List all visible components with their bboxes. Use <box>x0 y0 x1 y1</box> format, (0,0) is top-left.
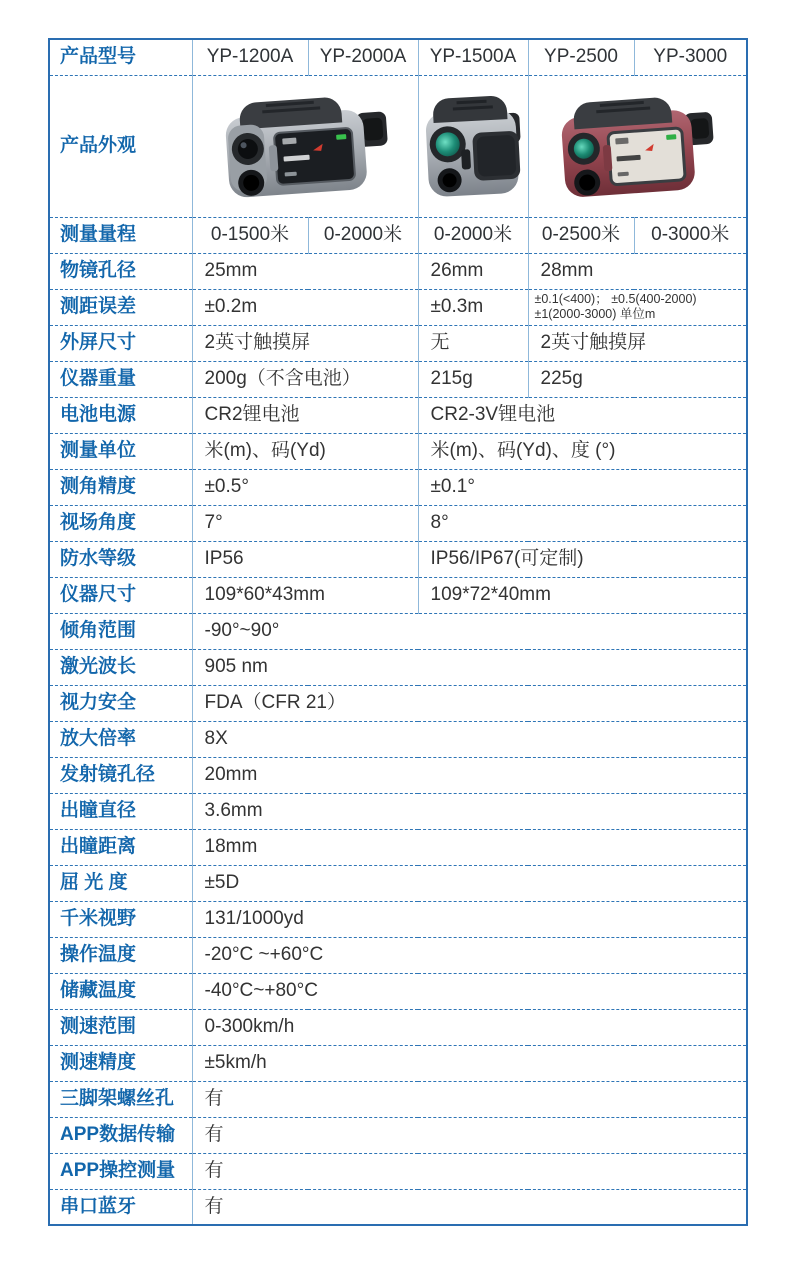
table-row <box>49 469 747 505</box>
table-row <box>49 685 747 721</box>
row-label: APP操控测量 <box>49 1153 192 1189</box>
rangefinder-red-screen-image <box>555 85 719 207</box>
row-label: 电池电源 <box>49 397 192 433</box>
table-row <box>49 253 747 289</box>
row-label: 测量单位 <box>49 433 192 469</box>
spec-value: -20°C ~+60°C <box>192 937 747 973</box>
row-label: 防水等级 <box>49 541 192 577</box>
spec-value: 0-1500米 <box>192 217 308 253</box>
table-row <box>49 829 747 865</box>
table-row <box>49 217 747 253</box>
row-label: 测速精度 <box>49 1045 192 1081</box>
spec-value: 20mm <box>192 757 747 793</box>
row-label: 视场角度 <box>49 505 192 541</box>
table-row <box>49 937 747 973</box>
table-row <box>49 721 747 757</box>
model-name: YP-1500A <box>418 39 528 75</box>
row-label: 视力安全 <box>49 685 192 721</box>
spec-value: 0-3000米 <box>634 217 747 253</box>
spec-value: 109*72*40mm <box>418 577 747 613</box>
spec-value: 0-300km/h <box>192 1009 747 1045</box>
spec-value: 18mm <box>192 829 747 865</box>
spec-value: IP56/IP67(可定制) <box>418 541 747 577</box>
spec-value: 0-2500米 <box>528 217 634 253</box>
spec-value: IP56 <box>192 541 418 577</box>
spec-value: ±0.2m <box>192 289 418 325</box>
spec-value: 8° <box>418 505 747 541</box>
spec-value-line: ±1(2000-3000) 单位m <box>534 307 656 322</box>
row-label: 仪器尺寸 <box>49 577 192 613</box>
row-label: 串口蓝牙 <box>49 1189 192 1225</box>
spec-value: -40°C~+80°C <box>192 973 747 1009</box>
spec-value: 米(m)、码(Yd) <box>192 433 418 469</box>
row-label: 测距误差 <box>49 289 192 325</box>
table-row <box>49 793 747 829</box>
spec-value: 109*60*43mm <box>192 577 418 613</box>
rangefinder-silver-plain-image <box>421 85 525 207</box>
spec-value: 25mm <box>192 253 418 289</box>
row-label: 激光波长 <box>49 649 192 685</box>
spec-value: 有 <box>204 1195 224 1217</box>
table-row <box>49 757 747 793</box>
spec-table <box>48 38 748 1226</box>
spec-value: 905 nm <box>192 649 747 685</box>
spec-value: 2英寸触摸屏 <box>528 325 747 361</box>
spec-value: 米(m)、码(Yd)、度 (°) <box>418 433 747 469</box>
row-label: 出瞳距离 <box>49 829 192 865</box>
row-label: 出瞳直径 <box>49 793 192 829</box>
spec-value: 0-2000米 <box>418 217 528 253</box>
table-row <box>49 361 747 397</box>
spec-value: 28mm <box>528 253 747 289</box>
table-row <box>49 1189 747 1225</box>
row-label: 千米视野 <box>49 901 192 937</box>
table-row <box>49 397 747 433</box>
spec-value: ±0.5° <box>192 469 418 505</box>
row-label: 发射镜孔径 <box>49 757 192 793</box>
model-name: YP-2000A <box>308 39 418 75</box>
row-label: 物镜孔径 <box>49 253 192 289</box>
spec-value: 131/1000yd <box>192 901 747 937</box>
spec-value: 7° <box>192 505 418 541</box>
table-row <box>49 75 747 217</box>
row-label: 仪器重量 <box>49 361 192 397</box>
spec-value: 2英寸触摸屏 <box>192 325 418 361</box>
spec-value: FDA（CFR 21） <box>192 685 747 721</box>
spec-value: 8X <box>192 721 747 757</box>
row-label: APP数据传输 <box>49 1117 192 1153</box>
spec-value: ±0.3m <box>418 289 528 325</box>
table-row <box>49 649 747 685</box>
model-name: YP-2500 <box>528 39 634 75</box>
model-name: YP-1200A <box>192 39 308 75</box>
table-row <box>49 973 747 1009</box>
row-label: 储藏温度 <box>49 973 192 1009</box>
row-label: 屈 光 度 <box>49 865 192 901</box>
table-row <box>49 1009 747 1045</box>
spec-value <box>528 289 747 325</box>
table-row <box>49 39 747 75</box>
table-row <box>49 577 747 613</box>
row-label: 外屏尺寸 <box>49 325 192 361</box>
table-row <box>49 433 747 469</box>
table-row <box>49 541 747 577</box>
spec-value: ±5km/h <box>192 1045 747 1081</box>
row-label: 测角精度 <box>49 469 192 505</box>
rangefinder-silver-screen-image <box>217 85 393 207</box>
row-label: 操作温度 <box>49 937 192 973</box>
spec-value: -90°~90° <box>192 613 747 649</box>
table-row <box>49 1081 747 1117</box>
spec-value: CR2锂电池 <box>192 397 418 433</box>
spec-value: ±0.1° <box>418 469 747 505</box>
table-row <box>49 865 747 901</box>
row-label: 产品外观 <box>49 75 192 217</box>
spec-value: 有 <box>192 1117 747 1153</box>
spec-value: 无 <box>418 325 528 361</box>
table-row <box>49 505 747 541</box>
product-image-cell <box>418 75 528 217</box>
row-label: 测量量程 <box>49 217 192 253</box>
row-label: 测速范围 <box>49 1009 192 1045</box>
product-image-cell <box>528 75 747 217</box>
model-name: YP-3000 <box>634 39 747 75</box>
spec-value: CR2-3V锂电池 <box>418 397 747 433</box>
row-label: 产品型号 <box>49 39 192 75</box>
spec-value: 200g（不含电池） <box>192 361 418 397</box>
row-label: 三脚架螺丝孔 <box>49 1081 192 1117</box>
table-row <box>49 1117 747 1153</box>
spec-value: ±5D <box>192 865 747 901</box>
spec-value: 有 <box>192 1153 747 1189</box>
table-row <box>49 1153 747 1189</box>
table-row <box>49 325 747 361</box>
row-label: 放大倍率 <box>49 721 192 757</box>
spec-value: 有 <box>192 1081 747 1117</box>
table-row <box>49 901 747 937</box>
spec-value: 225g <box>528 361 747 397</box>
table-row <box>49 289 747 325</box>
product-image-cell <box>192 75 418 217</box>
spec-value: 3.6mm <box>192 793 747 829</box>
row-label: 倾角范围 <box>49 613 192 649</box>
spec-value: 0-2000米 <box>308 217 418 253</box>
table-row <box>49 1045 747 1081</box>
spec-table-body <box>49 39 747 1225</box>
spec-value: 26mm <box>418 253 528 289</box>
table-row <box>49 613 747 649</box>
spec-value-line: ±0.1(<400)； ±0.5(400-2000) <box>534 291 697 306</box>
spec-value: 215g <box>418 361 528 397</box>
